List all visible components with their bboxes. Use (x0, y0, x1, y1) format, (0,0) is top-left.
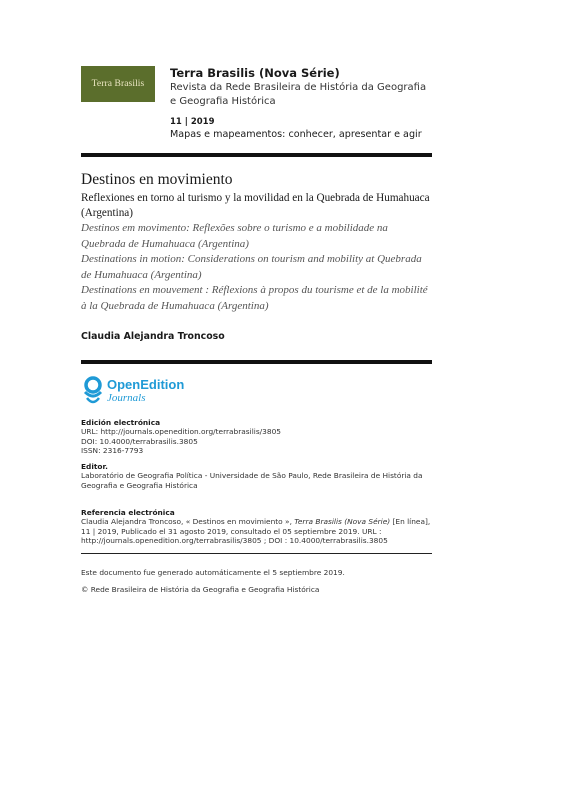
issue-number: 11 | 2019 (170, 117, 215, 127)
article-subtitle: Reflexiones en torno al turismo y la movilidad en la Quebrada de Humahuaca (Argentina) (81, 192, 430, 219)
reference-journal: Terra Brasilis (Nova Série) (294, 517, 391, 527)
alt-title-fr: Destinations en mouvement : Réflexions à propos du tourisme et de la mobilité à la Quebrada de Humahuaca (Argentina) (81, 284, 428, 312)
author-divider (81, 360, 432, 364)
reference-text-pre: Claudia Alejandra Troncoso, « Destinos en movimiento », (81, 517, 295, 527)
article-title: Destinos en movimiento (81, 171, 233, 188)
editor-block (81, 462, 432, 490)
openedition-logo-icon (81, 376, 105, 406)
issue-info (170, 117, 432, 141)
edition-block (81, 418, 432, 455)
reference-text-post: [En línea], 11 | 2019, Publicado el 31 agosto 2019, consultado el 05 septiembre 2019. URL : http://journals.openedition.org/terrabrasilis/3805 ; DOI : 10.4000/terrabrasilis.3805 (81, 517, 431, 545)
reference-heading: Referencia electrónica (81, 508, 175, 517)
edition-url[interactable]: URL: http://journals.openedition.org/terrabrasilis/3805 (81, 427, 281, 437)
article-heading (81, 170, 432, 314)
edition-issn: ISSN: 2316-7793 (81, 445, 144, 455)
article-author: Claudia Alejandra Troncoso (81, 331, 225, 342)
editor-text: Laboratório de Geografia Política - Universidade de São Paulo, Rede Brasileira de História da Geografia e Geografia Histórica (81, 471, 423, 490)
journal-logo-text: Terra Brasilis (91, 79, 145, 89)
generated-note: Este documento fue generado automáticamente el 5 septiembre 2019. (81, 568, 345, 577)
issue-title: Mapas e mapeamentos: conhecer, apresentar e agir (170, 129, 422, 140)
journal-header (170, 66, 432, 109)
openedition-name: OpenEdition (107, 377, 185, 392)
openedition-journals: Journals (107, 392, 146, 404)
copyright-note: © Rede Brasileira de História da Geografia e Geografia Histórica (81, 585, 320, 594)
reference-text (81, 517, 432, 545)
header-divider (81, 153, 432, 157)
edition-doi[interactable]: DOI: 10.4000/terrabrasilis.3805 (81, 436, 198, 446)
footer-divider (81, 553, 432, 554)
journal-title: Terra Brasilis (Nova Série) (170, 66, 340, 80)
journal-subtitle: Revista da Rede Brasileira de História da Geografia e Geografia Histórica (170, 82, 427, 107)
journal-logo (81, 66, 155, 102)
alt-title-en: Destinations in motion: Considerations on tourism and mobility at Quebrada de Humahuaca (Argentina) (81, 253, 422, 281)
editor-heading: Editor. (81, 462, 108, 471)
openedition-logo[interactable] (81, 376, 184, 406)
edition-heading: Edición electrónica (81, 418, 161, 427)
reference-block (81, 508, 432, 545)
alt-title-pt: Destinos em movimento: Reflexões sobre o turismo e a mobilidade na Quebrada de Humahuaca (Argentina) (81, 222, 388, 250)
